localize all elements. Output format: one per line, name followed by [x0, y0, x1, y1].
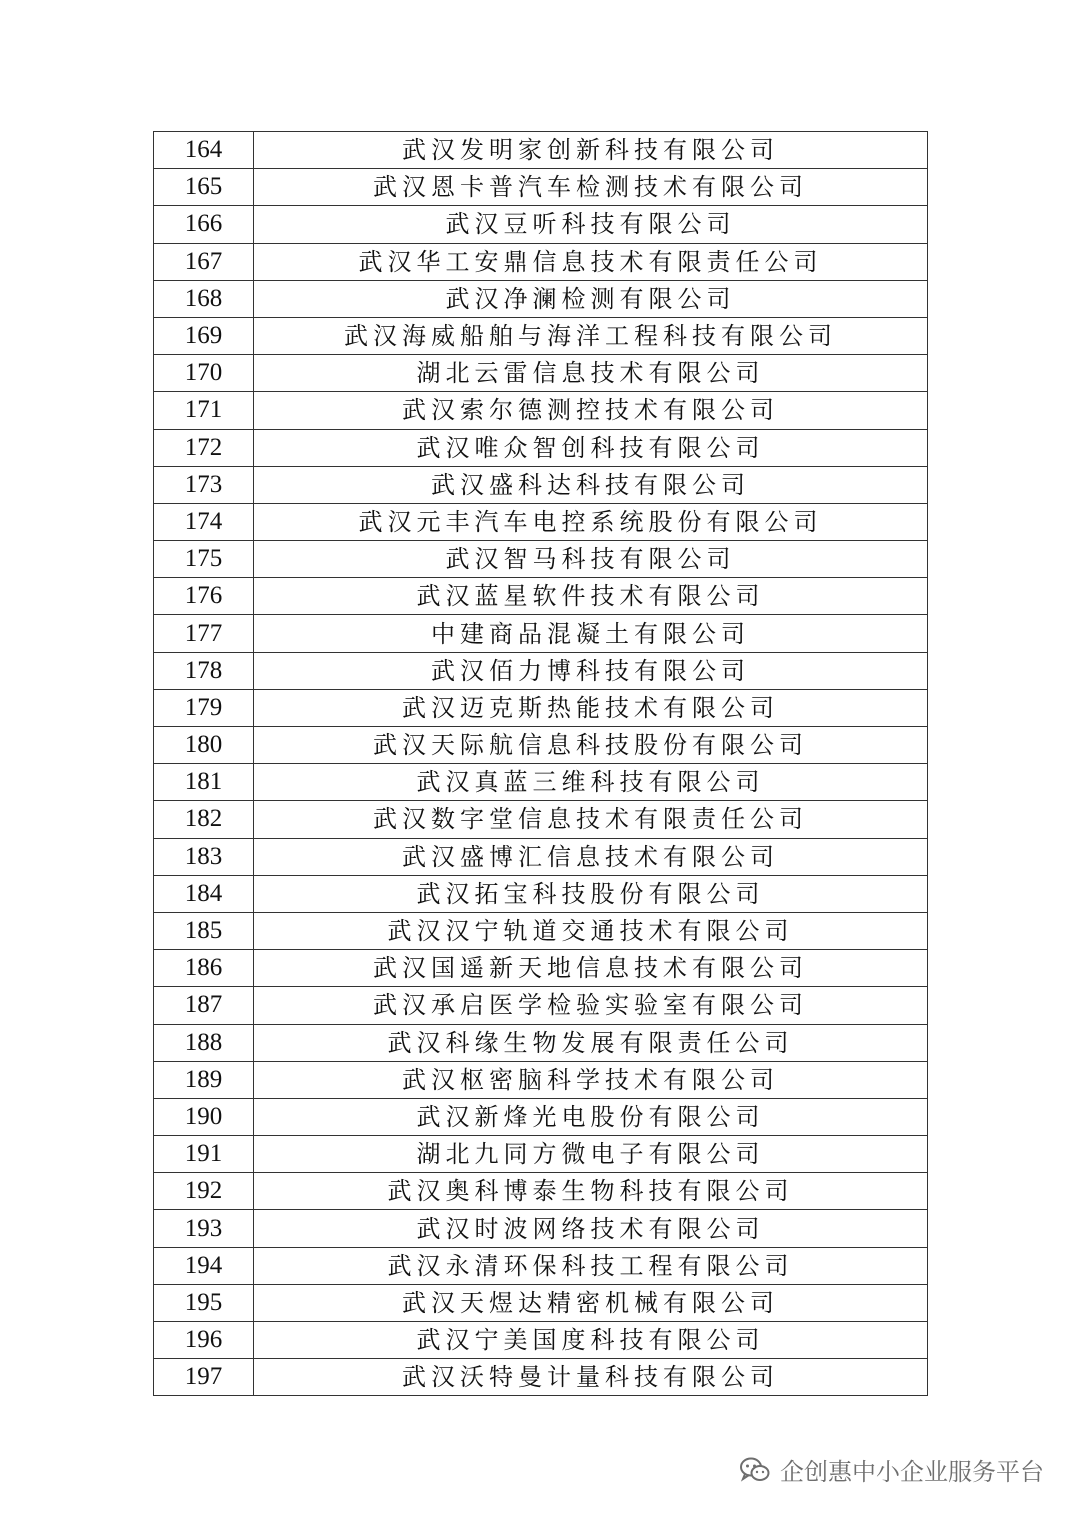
company-name: 武汉智马科技有限公司 — [254, 541, 928, 578]
table-row — [154, 615, 928, 652]
company-name: 武汉恩卡普汽车检测技术有限公司 — [254, 169, 928, 206]
row-number: 189 — [154, 1061, 254, 1098]
company-name: 武汉奥科博泰生物科技有限公司 — [254, 1173, 928, 1210]
row-number: 165 — [154, 169, 254, 206]
table-row — [154, 801, 928, 838]
row-number: 197 — [154, 1359, 254, 1396]
row-number: 188 — [154, 1024, 254, 1061]
row-number: 168 — [154, 280, 254, 317]
table-body — [154, 132, 928, 1396]
table-row — [154, 1322, 928, 1359]
table-row — [154, 987, 928, 1024]
row-number: 172 — [154, 429, 254, 466]
row-number: 187 — [154, 987, 254, 1024]
row-number: 177 — [154, 615, 254, 652]
company-name: 武汉天际航信息科技股份有限公司 — [254, 727, 928, 764]
company-name: 武汉时波网络技术有限公司 — [254, 1210, 928, 1247]
table-row — [154, 429, 928, 466]
row-number: 181 — [154, 764, 254, 801]
company-name: 武汉净澜检测有限公司 — [254, 280, 928, 317]
company-name: 武汉宁美国度科技有限公司 — [254, 1322, 928, 1359]
row-number: 190 — [154, 1098, 254, 1135]
row-number: 175 — [154, 541, 254, 578]
row-number: 164 — [154, 132, 254, 169]
row-number: 184 — [154, 875, 254, 912]
table-row — [154, 764, 928, 801]
table-row — [154, 317, 928, 354]
row-number: 192 — [154, 1173, 254, 1210]
table-row — [154, 1247, 928, 1284]
company-name: 武汉天煜达精密机械有限公司 — [254, 1284, 928, 1321]
table-row — [154, 578, 928, 615]
table-row — [154, 912, 928, 949]
table-row — [154, 1359, 928, 1396]
table-row — [154, 132, 928, 169]
table-row — [154, 280, 928, 317]
row-number: 195 — [154, 1284, 254, 1321]
row-number: 193 — [154, 1210, 254, 1247]
table-row — [154, 503, 928, 540]
company-name: 中建商品混凝土有限公司 — [254, 615, 928, 652]
table-row — [154, 1210, 928, 1247]
row-number: 179 — [154, 689, 254, 726]
company-name: 武汉盛博汇信息技术有限公司 — [254, 838, 928, 875]
company-name: 武汉盛科达科技有限公司 — [254, 466, 928, 503]
row-number: 170 — [154, 355, 254, 392]
row-number: 183 — [154, 838, 254, 875]
table-row — [154, 1098, 928, 1135]
company-name: 武汉佰力博科技有限公司 — [254, 652, 928, 689]
row-number: 191 — [154, 1136, 254, 1173]
table-row — [154, 1024, 928, 1061]
company-name: 武汉沃特曼计量科技有限公司 — [254, 1359, 928, 1396]
company-name: 武汉永清环保科技工程有限公司 — [254, 1247, 928, 1284]
company-name: 武汉蓝星软件技术有限公司 — [254, 578, 928, 615]
table-row — [154, 1136, 928, 1173]
company-name: 湖北云雷信息技术有限公司 — [254, 355, 928, 392]
row-number: 178 — [154, 652, 254, 689]
table-row — [154, 355, 928, 392]
table-row — [154, 243, 928, 280]
company-name: 湖北九同方微电子有限公司 — [254, 1136, 928, 1173]
company-name: 武汉豆听科技有限公司 — [254, 206, 928, 243]
company-name: 武汉数字堂信息技术有限责任公司 — [254, 801, 928, 838]
watermark — [740, 1452, 1044, 1487]
company-name: 武汉新烽光电股份有限公司 — [254, 1098, 928, 1135]
company-name: 武汉索尔德测控技术有限公司 — [254, 392, 928, 429]
table-row — [154, 875, 928, 912]
row-number: 174 — [154, 503, 254, 540]
company-name: 武汉海威船舶与海洋工程科技有限公司 — [254, 317, 928, 354]
company-name: 武汉国遥新天地信息技术有限公司 — [254, 950, 928, 987]
table-row — [154, 838, 928, 875]
company-list-table — [153, 131, 928, 1396]
row-number: 167 — [154, 243, 254, 280]
table-row — [154, 652, 928, 689]
row-number: 185 — [154, 912, 254, 949]
table-row — [154, 689, 928, 726]
company-name: 武汉真蓝三维科技有限公司 — [254, 764, 928, 801]
table-row — [154, 206, 928, 243]
company-name: 武汉拓宝科技股份有限公司 — [254, 875, 928, 912]
table-row — [154, 169, 928, 206]
table-row — [154, 392, 928, 429]
table-row — [154, 1284, 928, 1321]
table-row — [154, 950, 928, 987]
row-number: 169 — [154, 317, 254, 354]
table-row — [154, 541, 928, 578]
row-number: 171 — [154, 392, 254, 429]
row-number: 196 — [154, 1322, 254, 1359]
row-number: 166 — [154, 206, 254, 243]
table-row — [154, 727, 928, 764]
company-name: 武汉元丰汽车电控系统股份有限公司 — [254, 503, 928, 540]
company-name: 武汉迈克斯热能技术有限公司 — [254, 689, 928, 726]
row-number: 182 — [154, 801, 254, 838]
table-row — [154, 1061, 928, 1098]
company-name: 武汉唯众智创科技有限公司 — [254, 429, 928, 466]
watermark-text: 企创惠中小企业服务平台 — [780, 1458, 1044, 1486]
company-name: 武汉华工安鼎信息技术有限责任公司 — [254, 243, 928, 280]
table-row — [154, 466, 928, 503]
wechat-icon — [740, 1457, 770, 1483]
row-number: 180 — [154, 727, 254, 764]
company-name: 武汉科缘生物发展有限责任公司 — [254, 1024, 928, 1061]
company-name: 武汉汉宁轨道交通技术有限公司 — [254, 912, 928, 949]
company-name: 武汉承启医学检验实验室有限公司 — [254, 987, 928, 1024]
company-name: 武汉发明家创新科技有限公司 — [254, 132, 928, 169]
row-number: 173 — [154, 466, 254, 503]
row-number: 186 — [154, 950, 254, 987]
company-name: 武汉枢密脑科学技术有限公司 — [254, 1061, 928, 1098]
row-number: 176 — [154, 578, 254, 615]
row-number: 194 — [154, 1247, 254, 1284]
table-row — [154, 1173, 928, 1210]
